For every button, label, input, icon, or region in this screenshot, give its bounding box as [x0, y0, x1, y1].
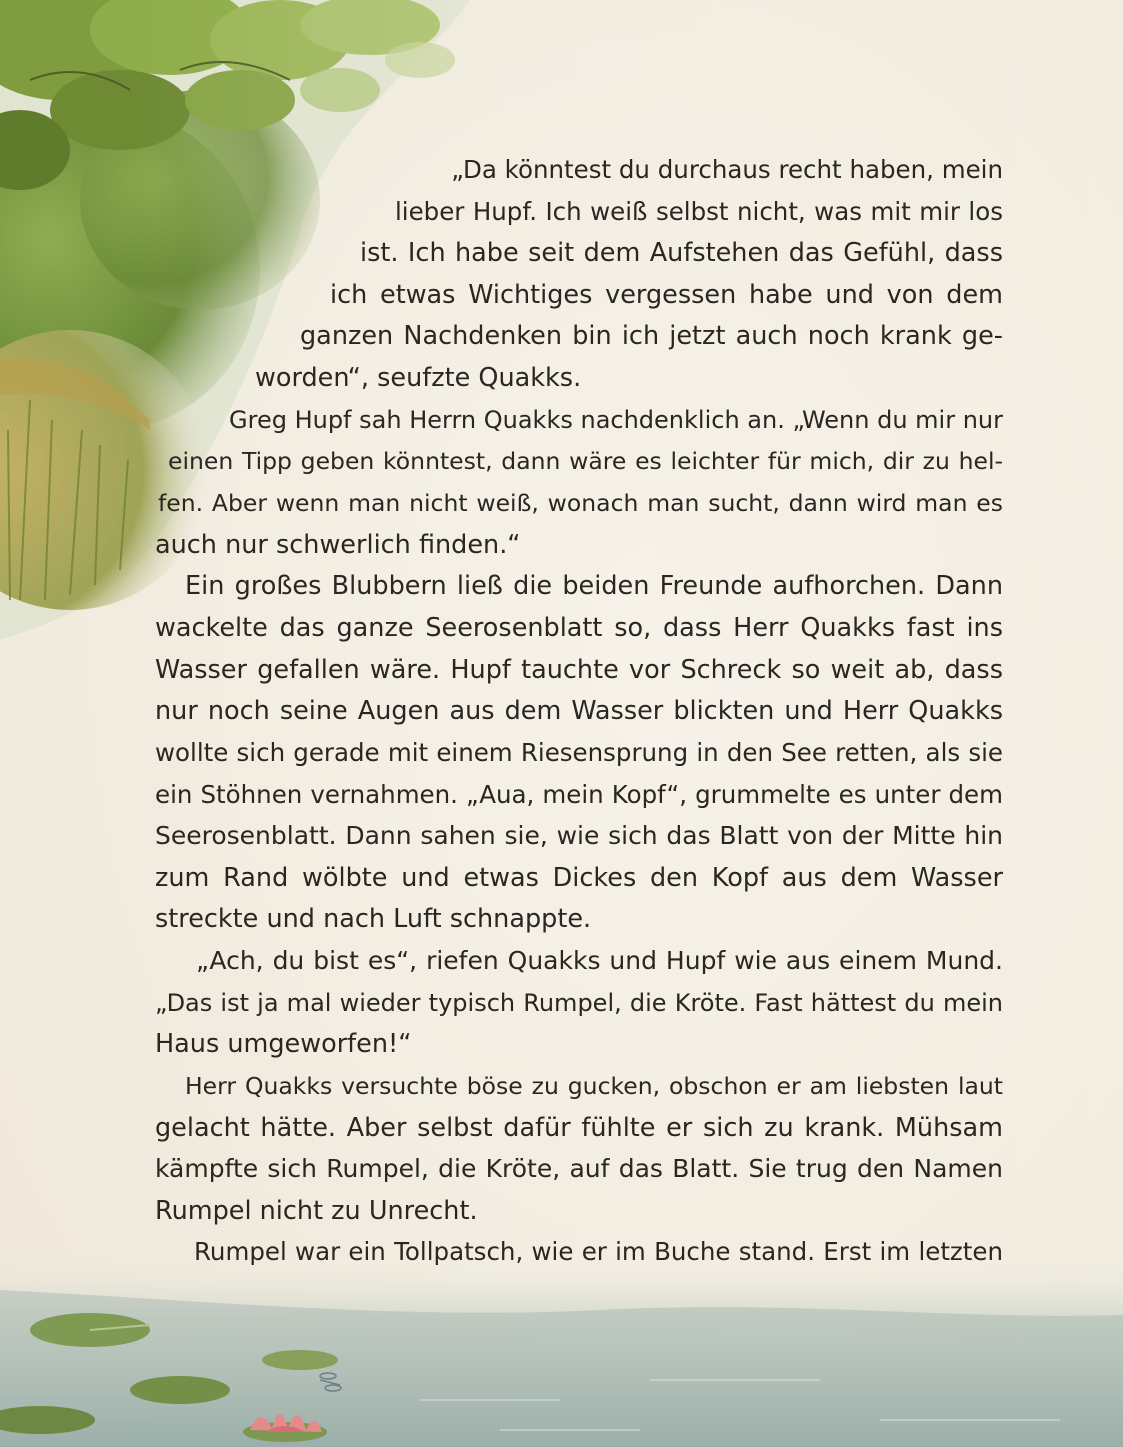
text-line: Ein großes Blubbern ließ die beiden Freunde aufhorchen. Dann [185, 571, 1003, 601]
text-line: „Ach, du bist es“, riefen Quakks und Hupf wie aus einem Mund. [196, 946, 1003, 975]
text-line: streckte und nach Luft schnappte. [155, 904, 592, 934]
text-line: ein Stöhnen vernahmen. „Aua, mein Kopf“, grummelte es unter dem [155, 780, 1003, 809]
text-line: wollte sich gerade mit einem Riesensprung in den See retten, als sie [155, 738, 1003, 767]
text-line: kämpfte sich Rumpel, die Kröte, auf das Blatt. Sie trug den Namen [155, 1154, 1003, 1183]
text-line: worden“, seufzte Quakks. [255, 363, 582, 393]
text-line: Herr Quakks versuchte böse zu gucken, obschon er am liebsten laut [185, 1072, 1003, 1100]
text-line: Rumpel nicht zu Unrecht. [155, 1196, 478, 1226]
text-line: wackelte das ganze Seerosenblatt so, dass Herr Quakks fast ins [155, 613, 1003, 643]
text-line: zum Rand wölbte und etwas Dickes den Kopf aus dem Wasser [155, 863, 1003, 893]
pond-illustration [0, 1250, 1123, 1447]
text-line: ist. Ich habe seit dem Aufstehen das Gefühl, dass [360, 238, 1003, 268]
text-line: einen Tipp geben könntest, dann wäre es leichter für mich, dir zu hel- [168, 447, 1003, 475]
text-line: Rumpel war ein Tollpatsch, wie er im Buche stand. Erst im letzten [194, 1237, 1003, 1266]
text-line: ich etwas Wichtiges vergessen habe und von dem [330, 280, 1003, 310]
text-line: Haus umgeworfen!“ [155, 1029, 412, 1059]
text-line: fen. Aber wenn man nicht weiß, wonach man sucht, dann wird man es [158, 489, 1003, 517]
text-line: Wasser gefallen wäre. Hupf tauchte vor Schreck so weit ab, dass [155, 655, 1003, 685]
text-line: Greg Hupf sah Herrn Quakks nachdenklich an. „Wenn du mir nur [229, 406, 1003, 434]
text-line: nur noch seine Augen aus dem Wasser blickten und Herr Quakks [155, 696, 1003, 726]
text-line: lieber Hupf. Ich weiß selbst nicht, was mit mir los [395, 197, 1003, 226]
text-line: „Da könntest du durchaus recht haben, mein [451, 155, 1003, 184]
text-line: auch nur schwerlich finden.“ [155, 530, 521, 560]
text-line: Seerosenblatt. Dann sahen sie, wie sich das Blatt von der Mitte hin [155, 821, 1003, 850]
text-line: ganzen Nachdenken bin ich jetzt auch noch krank ge- [300, 321, 1003, 351]
text-line: gelacht hätte. Aber selbst dafür fühlte er sich zu krank. Mühsam [155, 1113, 1003, 1143]
text-line: „Das ist ja mal wieder typisch Rumpel, die Kröte. Fast hättest du mein [155, 989, 1003, 1017]
